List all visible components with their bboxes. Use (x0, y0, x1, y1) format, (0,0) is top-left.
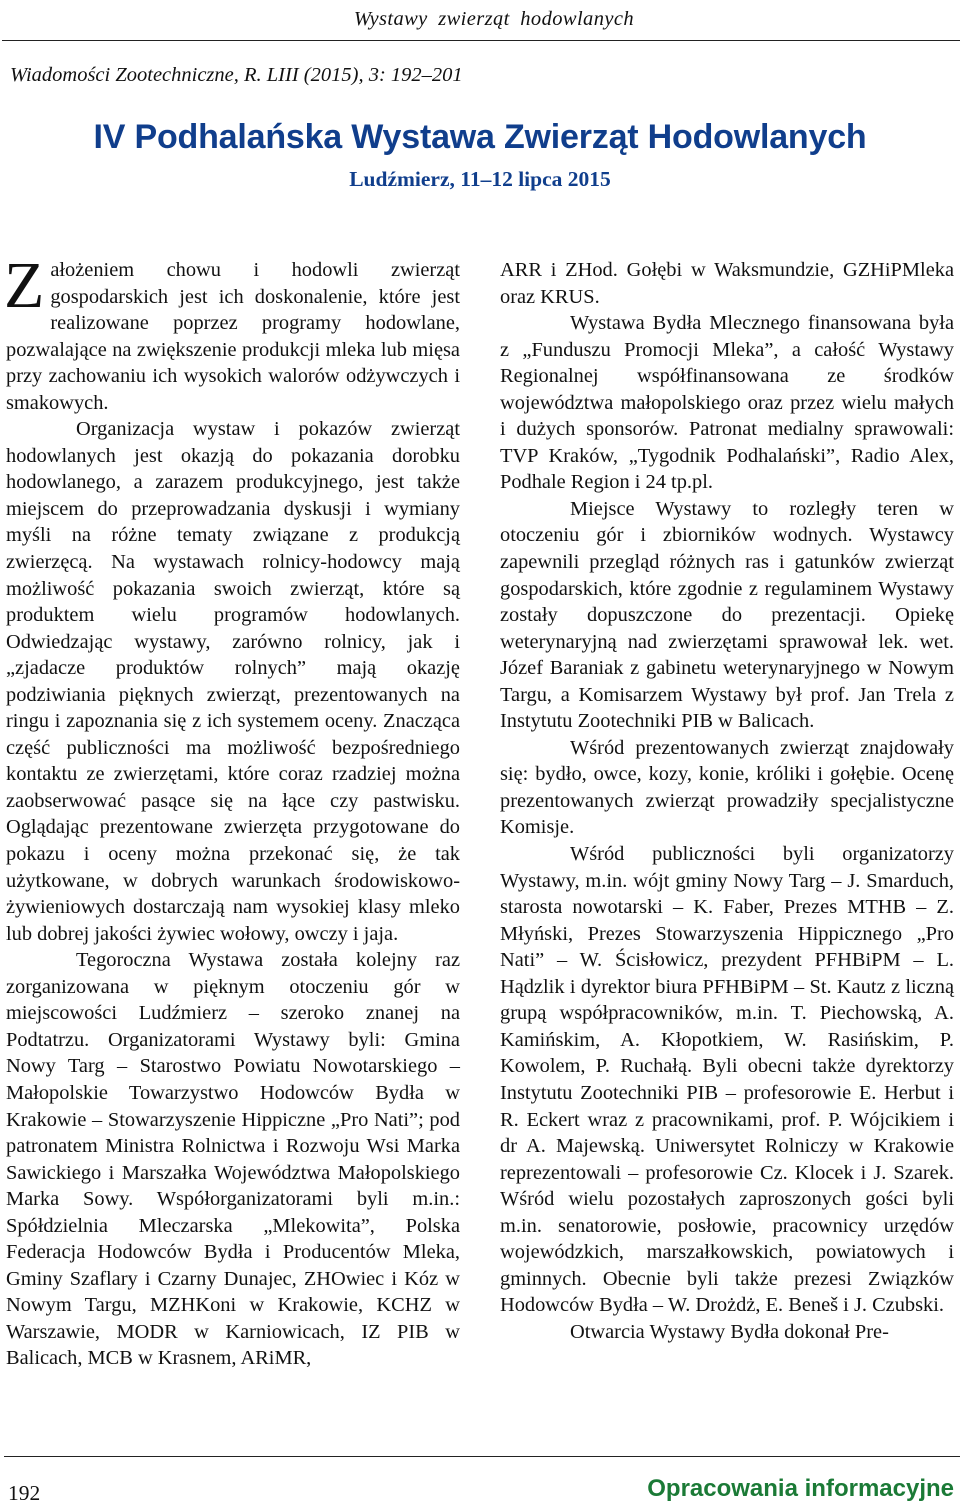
dropcap: Z (4, 249, 45, 322)
right-column (500, 257, 954, 1345)
paragraph: Tegoroczna Wystawa została kolejny raz zorganizowana w pięknym otoczeniu gór w miejscowości Ludźmierz – szeroko znanej na Podtatrzu. Organizatorami Wystawy byli: Gmina Nowy Targ – Starostwo Powiatu Nowotarskiego – Małopolskie Towarzystwo Hodowców Bydła w Krakowie – Stowarzyszenie Hippiczne „Pro Nati”; pod patronatem Ministra Rolnictwa i Rozwoju Wsi Marka Sawickiego i Marszałka Województwa Małopolskiego Marka Sowy. Współorganizatorami byli m.in.: Spółdzielnia Mleczarska „Mlekowita”, Polska Federacja Hodowców Bydła i Producentów Mleka, Gminy Szaflary i Czarny Dunajec, ZHOwiec i Kóz w Nowym Targu, MZHKoni w Krakowie, KCHZ w Warszawie, MODR w Karniowicach, IZ PIB w Balicach, MCB w Krasnem, ARiMR, (6, 949, 460, 1370)
journal-citation: Wiadomości Zootechniczne, R. LIII (2015), 3: 192–201 (10, 64, 463, 86)
running-head: Wystawy zwierząt hodowlanych (353, 8, 634, 30)
left-column (4, 249, 460, 1372)
header-rule (2, 40, 960, 41)
intro-text: ałożeniem chowu i hodowli zwierząt gospodarskich jest ich doskonalenie, które jest realizowane poprzez programy hodowlane, pozwalające na zwiększenie produkcji mleka lub mięsa przy zachowaniu ich wysokich walorów odżywczych i smakowych. (6, 259, 460, 414)
article-subtitle: Ludźmierz, 11–12 lipca 2015 (349, 167, 611, 191)
paragraph: Otwarcia Wystawy Bydła dokonał Pre- (570, 1320, 889, 1343)
footer-rule (4, 1456, 960, 1457)
paragraph: Wystawa Bydła Mlecznego finansowana była z „Funduszu Promocji Mleka”, a całość Wystawy Regionalnej współfinansowana ze środków województwa małopolskiego oraz przez wielu małych i dużych sponsorów. Patronat medialny sprawowali: TVP Kraków, „Tygodnik Podhalański”, Radio Alex, Podhale Region i 24 tp.pl. (500, 312, 954, 494)
article-title: IV Podhalańska Wystawa Zwierząt Hodowlanych (93, 118, 867, 156)
paragraph: Wśród prezentowanych zwierząt znajdowały się: bydło, owce, kozy, konie, króliki i gołębie. Ocenę prezentowanych zwierząt prowadziły specjalistyczne Komisje. (500, 736, 954, 839)
page-number: 192 (8, 1481, 41, 1505)
section-label: Opracowania informacyjne (647, 1475, 954, 1502)
paragraph: ARR i ZHod. Gołębi w Waksmundzie, GZHiPMleka oraz KRUS. (500, 259, 954, 308)
paragraph: Wśród publiczności byli organizatorzy Wystawy, m.in. wójt gminy Nowy Targ – J. Smarduch, starosta nowotarski – K. Faber, Prezes MTHB – Z. Młyński, Prezes Stowarzyszenia Hippicznego „Pro Nati” – W. Ścisłowicz, prezydent PFHBiPM – L. Hądzlik i dyrektor biura PFHBiPM – St. Kautz z liczną grupą współpracowników, m.in. T. Piechowską, A. Kamińskim, A. Kłopotkiem, W. Rasińskim, P. Kowolem, P. Ruchałą. Byli obecni także dyrektorzy Instytutu Zootechniki PIB – profesorowie E. Herbut i R. Eckert wraz z pracownikami, prof. P. Wójcikiem i dr A. Majewską. Uniwersytet Rolniczy w Krakowie reprezentowali – profesorowie Cz. Klocek i J. Szarek. Wśród wielu pozostałych zaproszonych gości byli m.in. senatorowie, posłowie, pracownicy urzędów wojewódzkich, marszałkowskich, powiatowych i gminnych. Obecnie byli także prezesi Związków Hodowców Bydła – W. Drożdż, E. Beneš i J. Czubski. (500, 843, 954, 1317)
paragraph: Organizacja wystaw i pokazów zwierząt hodowlanych jest okazją do pokazania dorobku hodowlanego, a zarazem produkcyjnego, jest także miejscem do przeprowadzania dyskusji i wymiany myśli na różne tematy związane z produkcją zwierzęcą. Na wystawach rolnicy-hodowcy mają możliwość pokazania swoich zwierząt, które są produktem wielu programów hodowlanych. Odwiedzając wystawy, zarówno rolnicy, jak i „zjadacze produktów rolnych” mają okazję podziwiania pięknych zwierząt, prezentowanych na ringu i zapoznania się z ich systemem oceny. Znacząca część publiczności ma możliwość bezpośredniego kontaktu ze zwierzętami, które coraz rzadziej można zaobserwować pasące się na łące czy pastwisku. Oglądając prezentowane zwierzęta przygotowane do pokazu i oceny można przekonać się, że tak użytkowane, w dobrych warunkach środowiskowo-żywieniowych dostarczają nam wysokiej klasy mleko lub dobrej jakości żywiec wołowy, owczy i jaja. (6, 418, 460, 945)
intro-paragraph (4, 249, 460, 416)
paragraph: Miejsce Wystawy to rozległy teren w otoczeniu gór i zbiorników wodnych. Wystawcy zapewnili przegląd różnych ras i gatunków zwierząt gospodarskich, które zgodnie z regulaminem Wystawy zostały dopuszczone do prezentacji. Opiekę weterynaryjną nad zwierzętami sprawował lek. wet. Józef Baraniak z gabinetu weterynaryjnego w Nowym Targu, a Komisarzem Wystawy był prof. Jan Trela z Instytutu Zootechniki PIB w Balicach. (500, 497, 954, 733)
